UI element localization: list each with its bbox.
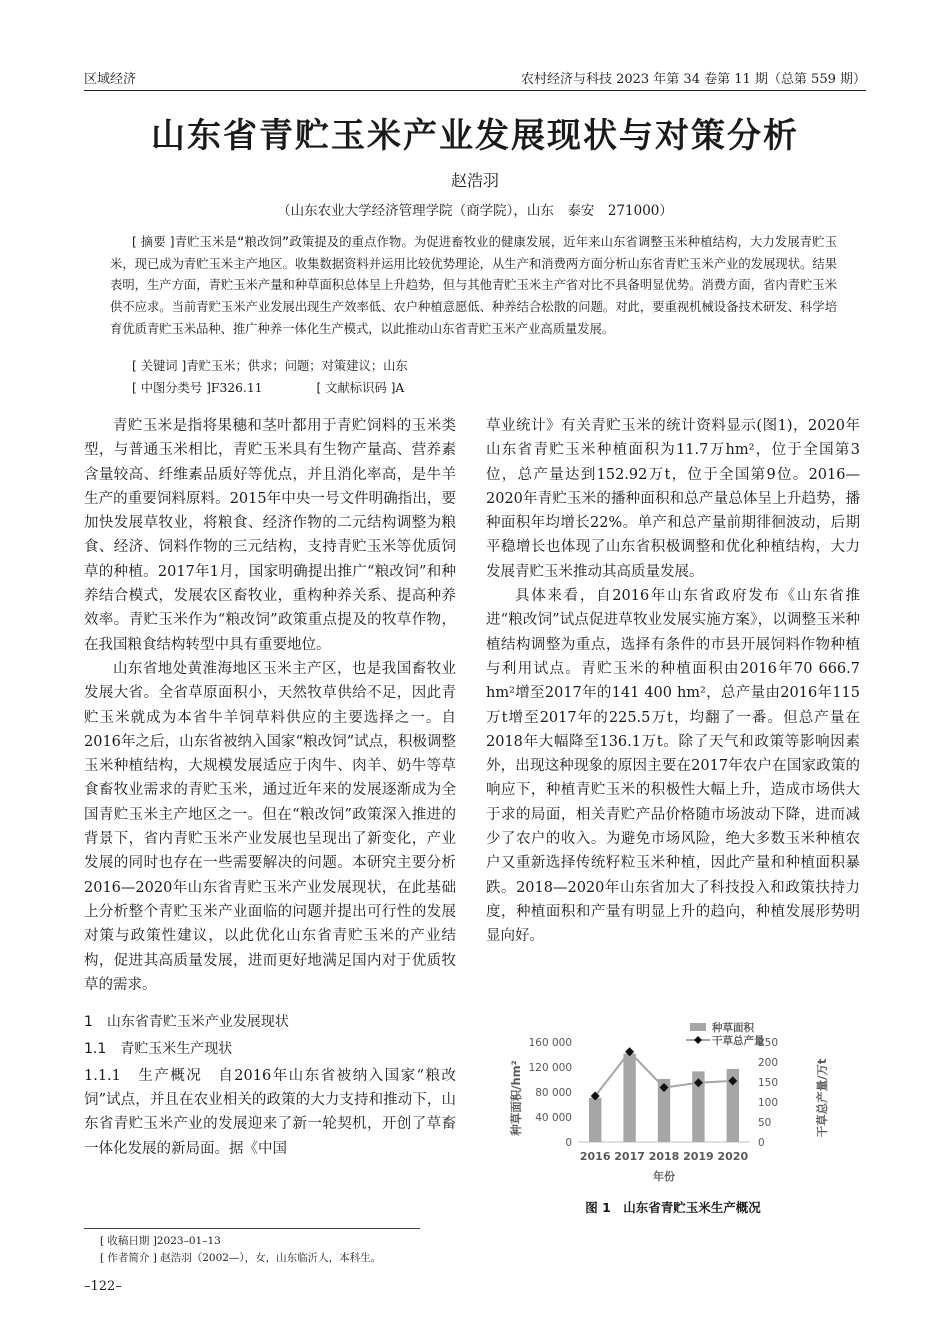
left-axis-tick-label: 120 000 [528,1062,572,1074]
right-axis-tick-label: 50 [758,1117,772,1129]
figure-caption: 图 1 山东省青贮玉米生产概况 [585,1200,761,1215]
production-chart [506,1020,836,1192]
left-axis-tick-label: 40 000 [535,1112,572,1124]
header-rule [84,90,866,91]
page-number: –122– [84,1279,122,1294]
abstract-label: [ 摘要 ] [132,235,175,249]
classification [132,378,404,396]
x-tick-label: 2018 [648,1150,680,1163]
x-tick-label: 2019 [683,1150,714,1163]
body-paragraph-3: 1.1.1 生产概况 自2016年山东省被纳入国家“粮改饲”试点，并且在农业相关的政策的大力支持和推动下，山东省青贮玉米产业的发展迎来了新一轮契机，开创了草畜一体化发展的新局面。据《中国 [84,1067,456,1157]
abstract [110,232,837,341]
right-axis-tick-label: 200 [758,1057,779,1069]
x-tick-label: 2020 [717,1150,749,1163]
author-name: 赵浩羽 [450,171,499,190]
bar-planting-area [623,1054,635,1142]
clc-label: [ 中图分类号 ] [132,381,211,395]
body-paragraph-2: 山东省地处黄淮海地区玉米主产区，也是我国畜牧业发展大省。全省草原面积小，天然牧草供给不足，因此青贮玉米就成为本省牛羊饲草料供应的主要选择之一。自2016年之后，山东省被纳入国家“粮改饲”试点，积极调整玉米种植结构，大规模发展适应于肉牛、肉羊、奶牛等草食畜牧业需求的青贮玉米，通过近年来的发展逐渐成为全国青贮玉米主产地区之一。但在“粮改饲”政策深入推进的背景下，省内青贮玉米产业发展也呈现出了新变化，产业发展的同时也存在一些需要解决的问题。本研究主要分析2016—2020年山东省青贮玉米产业发展现状，在此基础上分析整个青贮玉米产业面临的问题并提出可行性的发展对策与政策性建议，以此优化山东省青贮玉米的产业结构，促进其高质量发展，进而更好地满足国内对于优质牧草的需求。 [84,660,456,993]
left-axis-tick-label: 80 000 [535,1087,572,1099]
body-paragraph-1: 青贮玉米是指将果穗和茎叶都用于青贮饲料的玉米类型，与普通玉米相比，青贮玉米具有生物产量高、营养素含量较高、纤维素品质好等优点，并且消化率高，是牛羊生产的重要饲料原料。2015年中央一号文件明确指出，要加快发展草牧业，将粮食、经济作物的二元结构调整为粮食、经济、饲料作物的三元结构，支持青贮玉米等优质饲草的种植。2017年1月，国家明确提出推广“粮改饲”和种养结合模式，发展农区畜牧业，重构种养关系、提高种养效率。青贮玉米作为“粮改饲”政策重点提及的牧草作物，在我国粮食结构转型中具有重要地位。 [84,418,456,653]
x-tick-label: 2016 [579,1150,611,1163]
article-title: 山东省青贮玉米产业发展现状与对策分析 [151,116,799,156]
left-axis-tick-label: 0 [565,1137,572,1149]
x-tick-label: 2017 [614,1150,645,1163]
left-axis-label: 种草面积/hm² [509,1060,523,1136]
right-axis-tick-label: 250 [758,1037,779,1049]
x-axis-label: 年份 [653,1170,675,1183]
legend-bar-label: 种草面积 [712,1022,754,1034]
left-column [84,414,456,1161]
doc-code-label: [ 文献标识码 ] [316,381,396,395]
keywords [132,356,408,374]
author-bio: [ 作者简介 ] 赵浩羽（2002—），女，山东临沂人，本科生。 [100,1252,382,1264]
section-heading-1: 1 山东省青贮玉米产业发展现状 [84,1014,289,1031]
running-section: 区域经济 [84,72,137,87]
footnote-rule [84,1228,420,1229]
right-axis-label: 干草总产量/万t [815,1058,829,1138]
subsection-heading-1-1: 1.1 青贮玉米生产现状 [84,1041,233,1058]
keywords-label: [ 关键词 ] [132,359,187,373]
left-axis-tick-label: 160 000 [528,1037,572,1049]
received-date: [ 收稿日期 ]2023–01–13 [100,1235,221,1247]
affiliation: （山东农业大学经济管理学院（商学院），山东 泰安 271000） [277,203,673,219]
right-column [486,414,860,949]
doc-code-value: A [395,381,405,395]
right-axis-tick-label: 0 [758,1137,765,1149]
running-journal: 农村经济与科技 2023 年第 34 卷第 11 期（总第 559 期） [520,72,866,87]
clc-value: F326.11 [210,381,263,395]
right-axis-tick-label: 100 [758,1097,779,1109]
legend-bar-swatch [690,1023,706,1031]
right-axis-tick-label: 150 [758,1077,779,1089]
abstract-text: 青贮玉米是“粮改饲”政策提及的重点作物。为促进畜牧业的健康发展，近年来山东省调整玉米种植结构，大力发展青贮玉米，现已成为青贮玉米主产地区。收集数据资料并运用比较优势理论，从生产和消费两方面分析山东省青贮玉米产业的发展现状。结果表明，生产方面，青贮玉米产量和种草面积总体呈上升趋势，但与其他青贮玉米主产省对比不具备明显优势。消费方面，省内青贮玉米供不应求。当前青贮玉米产业发展出现生产效率低、农户种植意愿低、种养结合松散的问题。对此，要重视机械设备技术研发、科学培育优质青贮玉米品种、推广种养一体化生产模式，以此推动山东省青贮玉米产业高质量发展。 [110,235,837,336]
legend-line-label: 干草总产量 [712,1035,765,1047]
body-paragraph-4: 草业统计》有关青贮玉米的统计资料显示(图1)，2020年山东省青贮玉米种植面积为11.7万hm²，位于全国第3位，总产量达到152.92万t，位于全国第9位。2016—2020年青贮玉米的播种面积和总产量总体呈上升趋势，播种面积年均增长22%。单产和总产量前期徘徊波动，后期平稳增长也体现了山东省积极调整和优化种植结构，大力发展青贮玉米推动其高质量发展。 [486,418,860,580]
legend-line-marker [694,1036,702,1044]
body-paragraph-5: 具体来看，自2016年山东省政府发布《山东省推进“粮改饲”试点促进草牧业发展实施方案》，以调整玉米种植结构调整为重点，选择有条件的市县开展饲料作物种植与利用试点。青贮玉米的种植面积由2016年70 666.7 hm²增至2017年的141 400 hm²，总产量由2016年115万t增至2017年的225.5万t，均翻了一番。但总产量在2018年大幅降至136.1万t。除了天气和政策等影响因素外，出现这种现象的原因主要在2017年农户在国家政策的响应下，种植青贮玉米的积极性大幅上升，造成市场供大于求的局面，相关青贮产品价格随市场波动下降，进而减少了农户的收入。为避免市场风险，绝大多数玉米种植农户又重新选择传统籽粒玉米种植，因此产量和种植面积暴跌。2018—2020年山东省加大了科技投入和政策扶持力度，种植面积和产量有明显上升的趋向，种植发展形势明显向好。 [486,588,860,945]
bar-planting-area [589,1098,601,1142]
keywords-text: 青贮玉米；供求；问题；对策建议；山东 [186,359,408,373]
